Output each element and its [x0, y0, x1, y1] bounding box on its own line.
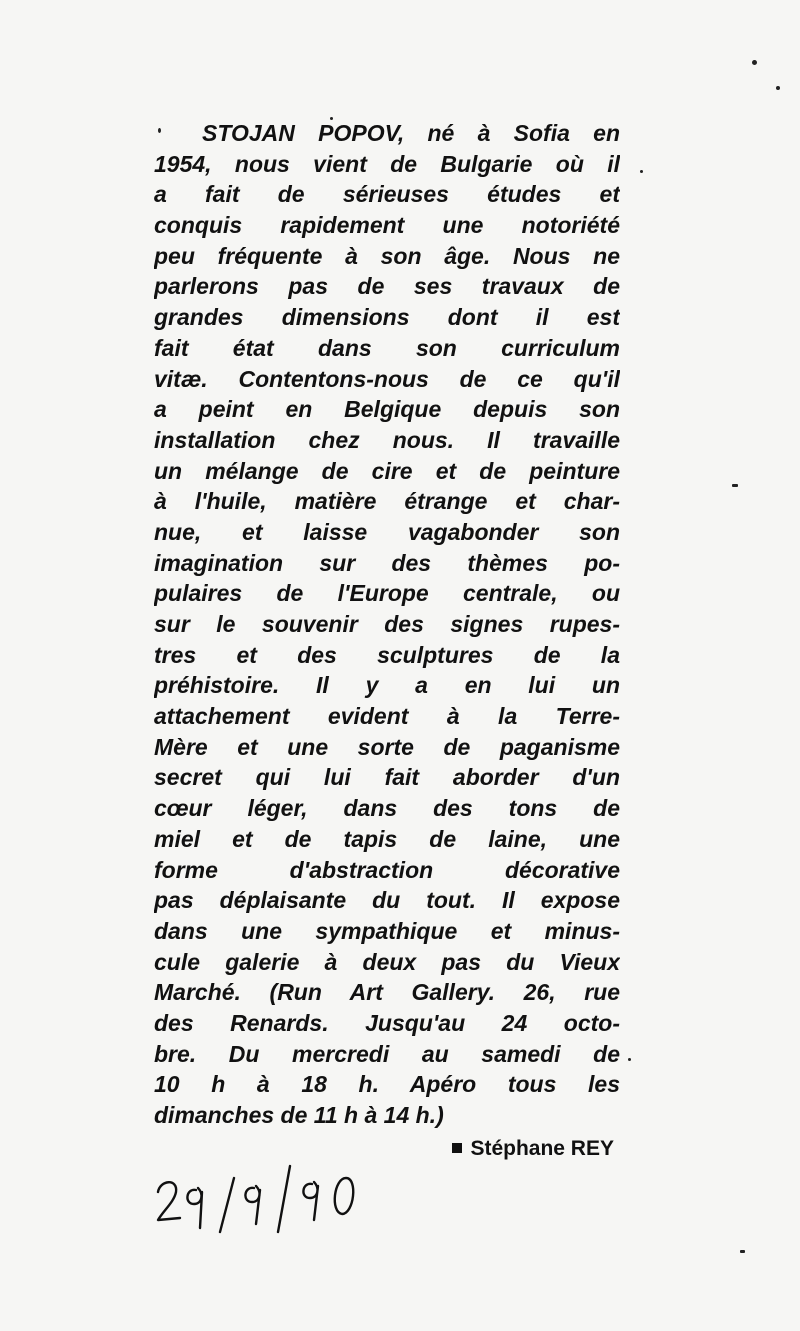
paper-speck [752, 60, 757, 65]
article-line: a fait de sérieuses études et [154, 181, 620, 208]
paper-speck [628, 1058, 631, 1061]
article-line: pulaires de l'Europe centrale, ou [154, 580, 620, 607]
article-line: installation chez nous. Il travaille [154, 426, 620, 453]
paper-speck [158, 128, 161, 133]
article-line: sur le souvenir des signes rupes- [154, 611, 620, 637]
article-line: cœur léger, dans des tons de [154, 795, 620, 822]
article-line: tres et des sculptures de la [154, 641, 620, 668]
article-line: peu fréquente à son âge. Nous ne [154, 242, 620, 269]
handwritten-date [150, 1148, 380, 1238]
article-line: grandes dimensions dont il est [154, 304, 620, 331]
article-line: fait état dans son curriculum [154, 334, 620, 361]
paper-speck [732, 484, 738, 487]
article-line: forme d'abstraction décorative [154, 856, 620, 883]
article-line: Marché. (Run Art Gallery. 26, rue [154, 979, 620, 1006]
author-name: Stéphane REY [470, 1136, 614, 1160]
paper-speck [776, 86, 780, 90]
article-line: pas déplaisante du tout. Il expose [154, 887, 620, 914]
article-line: dans une sympathique et minus- [154, 917, 620, 944]
bullet-square-icon [452, 1143, 462, 1153]
article-line: préhistoire. Il y a en lui un [154, 672, 620, 699]
article-line: miel et de tapis de laine, une [154, 825, 620, 852]
article-line: à l'huile, matière étrange et char- [154, 488, 620, 515]
article-line: imagination sur des thèmes po- [154, 549, 620, 576]
article-line: a peint en Belgique depuis son [154, 396, 620, 423]
article-line: Mère et une sorte de paganisme [154, 733, 620, 760]
article-line: un mélange de cire et de peinture [154, 457, 620, 484]
article-line: conquis rapidement une notoriété [154, 212, 620, 239]
article-line: secret qui lui fait aborder d'un [154, 764, 620, 791]
article-line: parlerons pas de ses travaux de [154, 273, 620, 300]
article-line: vitæ. Contentons-nous de ce qu'il [154, 365, 620, 392]
paper-speck [640, 170, 643, 173]
article-line: des Renards. Jusqu'au 24 octo- [154, 1009, 620, 1036]
article-line: 1954, nous vient de Bulgarie où il [154, 150, 620, 177]
paper-speck [740, 1250, 745, 1253]
article-line: cule galerie à deux pas du Vieux [154, 948, 620, 975]
paper-speck [330, 117, 333, 120]
article-line: STOJAN POPOV, né à Sofia en [202, 120, 620, 146]
article-line: 10 h à 18 h. Apéro tous les [154, 1071, 620, 1098]
article-line: nue, et laisse vagabonder son [154, 518, 620, 545]
newspaper-clipping [154, 118, 620, 1163]
article-line: attachement evident à la Terre- [154, 703, 620, 730]
article-line: dimanches de 11 h à 14 h.) [154, 1102, 444, 1128]
article-body [154, 118, 620, 1131]
article-line: bre. Du mercredi au samedi de [154, 1040, 620, 1067]
